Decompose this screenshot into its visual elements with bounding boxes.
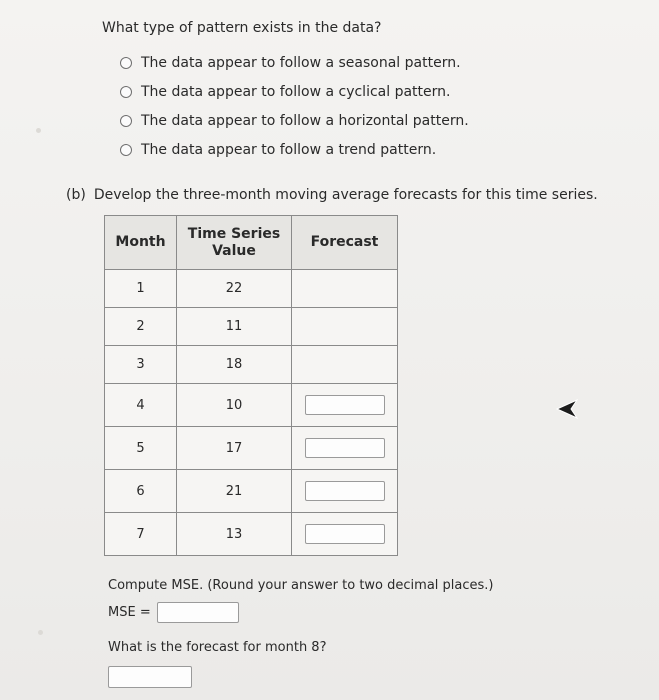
option-label: The data appear to follow a horizontal pattern. xyxy=(141,112,469,129)
option-horizontal[interactable] xyxy=(120,106,469,135)
mse-row xyxy=(108,602,239,623)
option-trend[interactable] xyxy=(120,135,469,164)
mse-label: MSE = xyxy=(108,605,151,620)
value-cell: 11 xyxy=(177,308,292,346)
part-b-heading xyxy=(66,187,598,203)
time-series-table xyxy=(104,215,398,556)
paper-speck xyxy=(36,128,41,133)
forecast-cell-empty xyxy=(292,270,398,308)
table-row xyxy=(105,308,398,346)
forecast-input-month-5[interactable] xyxy=(305,438,385,458)
paper-speck xyxy=(38,630,43,635)
table-header-row xyxy=(105,216,398,270)
table-row xyxy=(105,513,398,556)
forecast-input-month-6[interactable] xyxy=(305,481,385,501)
forecast-input-month-4[interactable] xyxy=(305,395,385,415)
month-cell: 2 xyxy=(105,308,177,346)
month-cell: 7 xyxy=(105,513,177,556)
value-cell: 10 xyxy=(177,384,292,427)
forecast-cell xyxy=(292,513,398,556)
pattern-options xyxy=(120,48,469,164)
radio-button[interactable] xyxy=(120,86,132,98)
option-cyclical[interactable] xyxy=(120,77,469,106)
value-cell: 21 xyxy=(177,470,292,513)
header-value-line2: Value xyxy=(212,242,256,259)
month-8-forecast-input[interactable] xyxy=(108,666,192,688)
header-month: Month xyxy=(105,216,177,270)
radio-button[interactable] xyxy=(120,115,132,127)
option-label: The data appear to follow a cyclical pattern. xyxy=(141,83,451,100)
month-cell: 3 xyxy=(105,346,177,384)
table-row xyxy=(105,427,398,470)
table-row xyxy=(105,346,398,384)
value-cell: 18 xyxy=(177,346,292,384)
value-cell: 22 xyxy=(177,270,292,308)
header-value xyxy=(177,216,292,270)
header-value-line1: Time Series xyxy=(187,225,281,242)
part-b-text: Develop the three-month moving average forecasts for this time series. xyxy=(93,187,598,203)
option-label: The data appear to follow a trend pattern. xyxy=(141,141,437,158)
month-cell: 4 xyxy=(105,384,177,427)
forecast-cell xyxy=(292,384,398,427)
forecast-cell xyxy=(292,427,398,470)
option-label: The data appear to follow a seasonal pattern. xyxy=(141,54,461,71)
header-forecast: Forecast xyxy=(292,216,398,270)
forecast-cell-empty xyxy=(292,346,398,384)
table-row xyxy=(105,470,398,513)
mouse-pointer-icon xyxy=(556,398,578,420)
forecast-input-month-7[interactable] xyxy=(305,524,385,544)
forecast-cell-empty xyxy=(292,308,398,346)
value-cell: 13 xyxy=(177,513,292,556)
month-8-question: What is the forecast for month 8? xyxy=(108,640,327,655)
pattern-question: What type of pattern exists in the data? xyxy=(102,20,382,36)
radio-button[interactable] xyxy=(120,144,132,156)
mse-input[interactable] xyxy=(157,602,239,623)
month-cell: 6 xyxy=(105,470,177,513)
mse-instruction: Compute MSE. (Round your answer to two decimal places.) xyxy=(108,578,494,593)
table-row xyxy=(105,270,398,308)
option-seasonal[interactable] xyxy=(120,48,469,77)
month-cell: 5 xyxy=(105,427,177,470)
radio-button[interactable] xyxy=(120,57,132,69)
table-row xyxy=(105,384,398,427)
part-b-label: (b) xyxy=(66,187,86,203)
value-cell: 17 xyxy=(177,427,292,470)
forecast-cell xyxy=(292,470,398,513)
month-cell: 1 xyxy=(105,270,177,308)
